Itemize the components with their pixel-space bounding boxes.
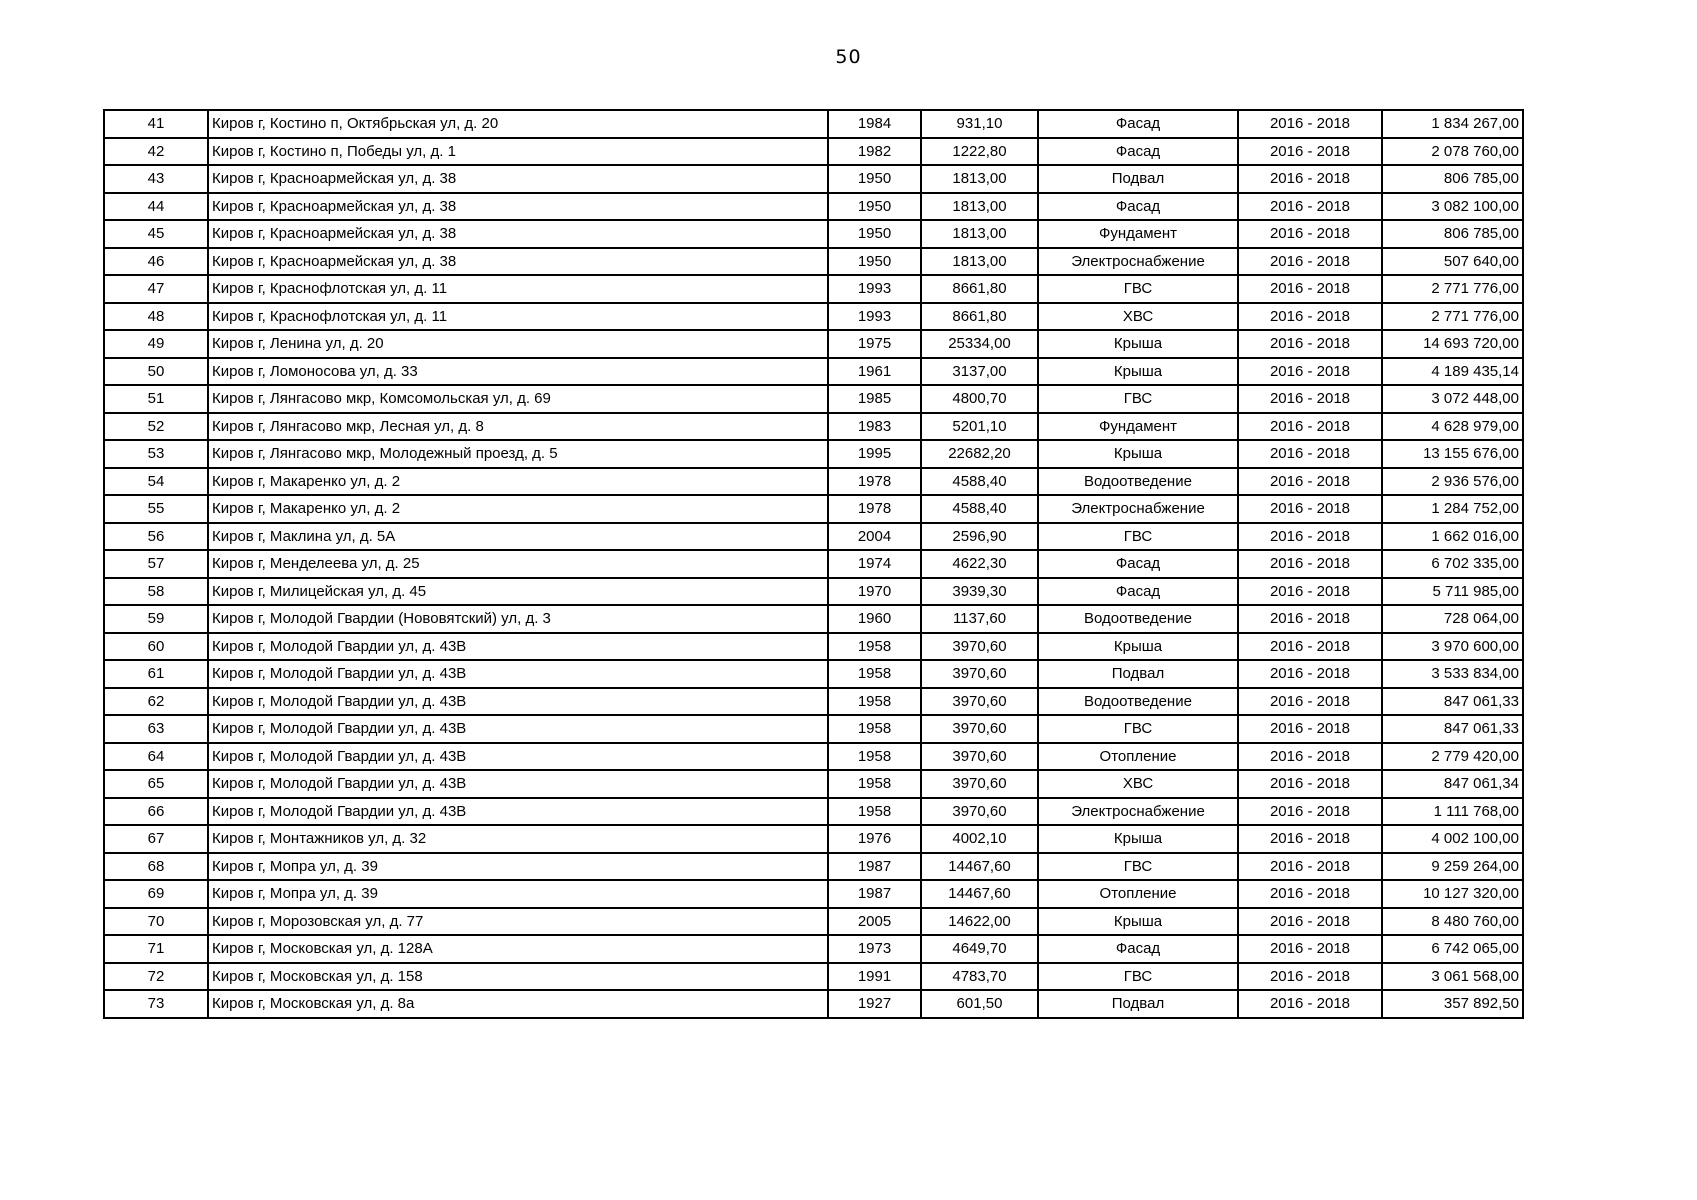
area-cell: 3970,60 — [921, 688, 1038, 716]
table-row — [104, 908, 1523, 936]
cost-cell: 10 127 320,00 — [1382, 880, 1523, 908]
address-cell: Киров г, Костино п, Октябрьская ул, д. 20 — [208, 110, 828, 138]
cost-cell: 14 693 720,00 — [1382, 330, 1523, 358]
area-cell: 1813,00 — [921, 248, 1038, 276]
table-row — [104, 385, 1523, 413]
cost-cell: 507 640,00 — [1382, 248, 1523, 276]
table-row — [104, 138, 1523, 166]
year-built-cell: 1958 — [828, 660, 921, 688]
address-cell: Киров г, Краснофлотская ул, д. 11 — [208, 303, 828, 331]
work-type-cell: Фундамент — [1038, 220, 1238, 248]
year-built-cell: 1958 — [828, 798, 921, 826]
work-type-cell: Водоотведение — [1038, 688, 1238, 716]
work-type-cell: Подвал — [1038, 165, 1238, 193]
year-built-cell: 1958 — [828, 770, 921, 798]
row-number-cell: 51 — [104, 385, 208, 413]
address-cell: Киров г, Красноармейская ул, д. 38 — [208, 193, 828, 221]
year-built-cell: 1978 — [828, 495, 921, 523]
work-type-cell: Подвал — [1038, 990, 1238, 1018]
table-row — [104, 688, 1523, 716]
address-cell: Киров г, Молодой Гвардии ул, д. 43В — [208, 770, 828, 798]
table-row — [104, 798, 1523, 826]
row-number-cell: 66 — [104, 798, 208, 826]
cost-cell: 1 662 016,00 — [1382, 523, 1523, 551]
row-number-cell: 50 — [104, 358, 208, 386]
row-number-cell: 43 — [104, 165, 208, 193]
row-number-cell: 52 — [104, 413, 208, 441]
work-type-cell: Отопление — [1038, 743, 1238, 771]
row-number-cell: 70 — [104, 908, 208, 936]
work-type-cell: ХВС — [1038, 303, 1238, 331]
work-type-cell: ГВС — [1038, 963, 1238, 991]
area-cell: 3970,60 — [921, 798, 1038, 826]
period-cell: 2016 - 2018 — [1238, 110, 1382, 138]
row-number-cell: 65 — [104, 770, 208, 798]
cost-cell: 3 970 600,00 — [1382, 633, 1523, 661]
table-row — [104, 358, 1523, 386]
year-built-cell: 1950 — [828, 220, 921, 248]
year-built-cell: 1982 — [828, 138, 921, 166]
address-cell: Киров г, Макаренко ул, д. 2 — [208, 468, 828, 496]
work-type-cell: ГВС — [1038, 275, 1238, 303]
work-type-cell: Фасад — [1038, 138, 1238, 166]
address-cell: Киров г, Московская ул, д. 8а — [208, 990, 828, 1018]
area-cell: 3970,60 — [921, 715, 1038, 743]
row-number-cell: 55 — [104, 495, 208, 523]
year-built-cell: 1978 — [828, 468, 921, 496]
cost-cell: 3 082 100,00 — [1382, 193, 1523, 221]
row-number-cell: 47 — [104, 275, 208, 303]
table-row — [104, 743, 1523, 771]
address-cell: Киров г, Монтажников ул, д. 32 — [208, 825, 828, 853]
row-number-cell: 58 — [104, 578, 208, 606]
area-cell: 601,50 — [921, 990, 1038, 1018]
period-cell: 2016 - 2018 — [1238, 853, 1382, 881]
area-cell: 4002,10 — [921, 825, 1038, 853]
address-cell: Киров г, Московская ул, д. 158 — [208, 963, 828, 991]
row-number-cell: 71 — [104, 935, 208, 963]
row-number-cell: 68 — [104, 853, 208, 881]
year-built-cell: 1985 — [828, 385, 921, 413]
period-cell: 2016 - 2018 — [1238, 633, 1382, 661]
year-built-cell: 1950 — [828, 248, 921, 276]
period-cell: 2016 - 2018 — [1238, 715, 1382, 743]
period-cell: 2016 - 2018 — [1238, 825, 1382, 853]
work-type-cell: Подвал — [1038, 660, 1238, 688]
table-row — [104, 990, 1523, 1018]
area-cell: 3970,60 — [921, 770, 1038, 798]
cost-cell: 6 742 065,00 — [1382, 935, 1523, 963]
cost-cell: 3 072 448,00 — [1382, 385, 1523, 413]
work-type-cell: Крыша — [1038, 358, 1238, 386]
cost-cell: 1 834 267,00 — [1382, 110, 1523, 138]
period-cell: 2016 - 2018 — [1238, 193, 1382, 221]
row-number-cell: 73 — [104, 990, 208, 1018]
area-cell: 2596,90 — [921, 523, 1038, 551]
work-type-cell: Электроснабжение — [1038, 495, 1238, 523]
area-cell: 3970,60 — [921, 660, 1038, 688]
area-cell: 931,10 — [921, 110, 1038, 138]
table-row — [104, 935, 1523, 963]
work-type-cell: Фасад — [1038, 578, 1238, 606]
table-row — [104, 715, 1523, 743]
address-cell: Киров г, Милицейская ул, д. 45 — [208, 578, 828, 606]
address-cell: Киров г, Красноармейская ул, д. 38 — [208, 165, 828, 193]
period-cell: 2016 - 2018 — [1238, 248, 1382, 276]
table-row — [104, 825, 1523, 853]
area-cell: 3970,60 — [921, 743, 1038, 771]
cost-cell: 847 061,33 — [1382, 715, 1523, 743]
cost-cell: 13 155 676,00 — [1382, 440, 1523, 468]
period-cell: 2016 - 2018 — [1238, 935, 1382, 963]
table-row — [104, 468, 1523, 496]
row-number-cell: 46 — [104, 248, 208, 276]
work-type-cell: Отопление — [1038, 880, 1238, 908]
year-built-cell: 2005 — [828, 908, 921, 936]
table-row — [104, 660, 1523, 688]
cost-cell: 806 785,00 — [1382, 220, 1523, 248]
row-number-cell: 61 — [104, 660, 208, 688]
table-row — [104, 770, 1523, 798]
row-number-cell: 63 — [104, 715, 208, 743]
year-built-cell: 1975 — [828, 330, 921, 358]
cost-cell: 4 628 979,00 — [1382, 413, 1523, 441]
address-cell: Киров г, Мопра ул, д. 39 — [208, 853, 828, 881]
address-cell: Киров г, Маклина ул, д. 5А — [208, 523, 828, 551]
address-cell: Киров г, Красноармейская ул, д. 38 — [208, 248, 828, 276]
area-cell: 8661,80 — [921, 303, 1038, 331]
cost-cell: 2 771 776,00 — [1382, 275, 1523, 303]
table-row — [104, 633, 1523, 661]
area-cell: 14622,00 — [921, 908, 1038, 936]
address-cell: Киров г, Молодой Гвардии ул, д. 43В — [208, 715, 828, 743]
address-cell: Киров г, Ленина ул, д. 20 — [208, 330, 828, 358]
row-number-cell: 42 — [104, 138, 208, 166]
area-cell: 14467,60 — [921, 880, 1038, 908]
year-built-cell: 1950 — [828, 193, 921, 221]
area-cell: 1813,00 — [921, 220, 1038, 248]
period-cell: 2016 - 2018 — [1238, 385, 1382, 413]
work-type-cell: ГВС — [1038, 715, 1238, 743]
address-cell: Киров г, Молодой Гвардии ул, д. 43В — [208, 798, 828, 826]
year-built-cell: 1958 — [828, 715, 921, 743]
area-cell: 4649,70 — [921, 935, 1038, 963]
work-type-cell: Крыша — [1038, 633, 1238, 661]
address-cell: Киров г, Молодой Гвардии ул, д. 43В — [208, 743, 828, 771]
work-type-cell: ГВС — [1038, 523, 1238, 551]
work-type-cell: Крыша — [1038, 825, 1238, 853]
address-cell: Киров г, Московская ул, д. 128А — [208, 935, 828, 963]
work-type-cell: Водоотведение — [1038, 468, 1238, 496]
year-built-cell: 1927 — [828, 990, 921, 1018]
year-built-cell: 1958 — [828, 633, 921, 661]
area-cell: 4622,30 — [921, 550, 1038, 578]
area-cell: 25334,00 — [921, 330, 1038, 358]
cost-cell: 6 702 335,00 — [1382, 550, 1523, 578]
table-row — [104, 440, 1523, 468]
period-cell: 2016 - 2018 — [1238, 660, 1382, 688]
row-number-cell: 72 — [104, 963, 208, 991]
table-row — [104, 275, 1523, 303]
table-row — [104, 523, 1523, 551]
period-cell: 2016 - 2018 — [1238, 468, 1382, 496]
work-type-cell: Фасад — [1038, 550, 1238, 578]
address-cell: Киров г, Красноармейская ул, д. 38 — [208, 220, 828, 248]
year-built-cell: 1983 — [828, 413, 921, 441]
area-cell: 3939,30 — [921, 578, 1038, 606]
table-row — [104, 193, 1523, 221]
year-built-cell: 1950 — [828, 165, 921, 193]
area-cell: 14467,60 — [921, 853, 1038, 881]
row-number-cell: 69 — [104, 880, 208, 908]
work-type-cell: Крыша — [1038, 440, 1238, 468]
cost-cell: 3 533 834,00 — [1382, 660, 1523, 688]
cost-cell: 1 111 768,00 — [1382, 798, 1523, 826]
period-cell: 2016 - 2018 — [1238, 550, 1382, 578]
row-number-cell: 60 — [104, 633, 208, 661]
work-type-cell: Фасад — [1038, 935, 1238, 963]
year-built-cell: 1991 — [828, 963, 921, 991]
row-number-cell: 48 — [104, 303, 208, 331]
cost-cell: 2 779 420,00 — [1382, 743, 1523, 771]
repair-program-table — [103, 109, 1524, 1019]
row-number-cell: 41 — [104, 110, 208, 138]
address-cell: Киров г, Краснофлотская ул, д. 11 — [208, 275, 828, 303]
cost-cell: 847 061,33 — [1382, 688, 1523, 716]
work-type-cell: ГВС — [1038, 385, 1238, 413]
period-cell: 2016 - 2018 — [1238, 275, 1382, 303]
work-type-cell: Водоотведение — [1038, 605, 1238, 633]
period-cell: 2016 - 2018 — [1238, 358, 1382, 386]
work-type-cell: ХВС — [1038, 770, 1238, 798]
address-cell: Киров г, Лянгасово мкр, Молодежный проезд, д. 5 — [208, 440, 828, 468]
area-cell: 8661,80 — [921, 275, 1038, 303]
period-cell: 2016 - 2018 — [1238, 963, 1382, 991]
period-cell: 2016 - 2018 — [1238, 523, 1382, 551]
cost-cell: 806 785,00 — [1382, 165, 1523, 193]
row-number-cell: 67 — [104, 825, 208, 853]
table-row — [104, 550, 1523, 578]
period-cell: 2016 - 2018 — [1238, 220, 1382, 248]
work-type-cell: Электроснабжение — [1038, 798, 1238, 826]
period-cell: 2016 - 2018 — [1238, 605, 1382, 633]
area-cell: 3137,00 — [921, 358, 1038, 386]
row-number-cell: 64 — [104, 743, 208, 771]
table-row — [104, 165, 1523, 193]
year-built-cell: 1970 — [828, 578, 921, 606]
row-number-cell: 56 — [104, 523, 208, 551]
year-built-cell: 1960 — [828, 605, 921, 633]
area-cell: 4800,70 — [921, 385, 1038, 413]
row-number-cell: 49 — [104, 330, 208, 358]
year-built-cell: 1995 — [828, 440, 921, 468]
cost-cell: 4 002 100,00 — [1382, 825, 1523, 853]
cost-cell: 8 480 760,00 — [1382, 908, 1523, 936]
work-type-cell: Фасад — [1038, 110, 1238, 138]
year-built-cell: 1974 — [828, 550, 921, 578]
table-row — [104, 853, 1523, 881]
period-cell: 2016 - 2018 — [1238, 688, 1382, 716]
area-cell: 1813,00 — [921, 193, 1038, 221]
work-type-cell: Крыша — [1038, 908, 1238, 936]
year-built-cell: 1984 — [828, 110, 921, 138]
work-type-cell: ГВС — [1038, 853, 1238, 881]
address-cell: Киров г, Молодой Гвардии ул, д. 43В — [208, 633, 828, 661]
cost-cell: 847 061,34 — [1382, 770, 1523, 798]
period-cell: 2016 - 2018 — [1238, 138, 1382, 166]
area-cell: 5201,10 — [921, 413, 1038, 441]
address-cell: Киров г, Костино п, Победы ул, д. 1 — [208, 138, 828, 166]
table-row — [104, 963, 1523, 991]
cost-cell: 2 936 576,00 — [1382, 468, 1523, 496]
address-cell: Киров г, Макаренко ул, д. 2 — [208, 495, 828, 523]
period-cell: 2016 - 2018 — [1238, 990, 1382, 1018]
period-cell: 2016 - 2018 — [1238, 798, 1382, 826]
work-type-cell: Фасад — [1038, 193, 1238, 221]
work-type-cell: Электроснабжение — [1038, 248, 1238, 276]
table-row — [104, 248, 1523, 276]
table-row — [104, 880, 1523, 908]
area-cell: 1813,00 — [921, 165, 1038, 193]
row-number-cell: 54 — [104, 468, 208, 496]
area-cell: 4783,70 — [921, 963, 1038, 991]
work-type-cell: Крыша — [1038, 330, 1238, 358]
cost-cell: 4 189 435,14 — [1382, 358, 1523, 386]
cost-cell: 5 711 985,00 — [1382, 578, 1523, 606]
year-built-cell: 1993 — [828, 275, 921, 303]
address-cell: Киров г, Молодой Гвардии (Нововятский) ул, д. 3 — [208, 605, 828, 633]
table-row — [104, 413, 1523, 441]
year-built-cell: 1973 — [828, 935, 921, 963]
table-row — [104, 495, 1523, 523]
year-built-cell: 1987 — [828, 853, 921, 881]
period-cell: 2016 - 2018 — [1238, 413, 1382, 441]
year-built-cell: 1958 — [828, 688, 921, 716]
cost-cell: 9 259 264,00 — [1382, 853, 1523, 881]
year-built-cell: 1993 — [828, 303, 921, 331]
period-cell: 2016 - 2018 — [1238, 440, 1382, 468]
period-cell: 2016 - 2018 — [1238, 165, 1382, 193]
period-cell: 2016 - 2018 — [1238, 303, 1382, 331]
table-row — [104, 330, 1523, 358]
table-row — [104, 303, 1523, 331]
row-number-cell: 44 — [104, 193, 208, 221]
row-number-cell: 62 — [104, 688, 208, 716]
area-cell: 3970,60 — [921, 633, 1038, 661]
year-built-cell: 1961 — [828, 358, 921, 386]
row-number-cell: 59 — [104, 605, 208, 633]
address-cell: Киров г, Менделеева ул, д. 25 — [208, 550, 828, 578]
address-cell: Киров г, Лянгасово мкр, Комсомольская ул, д. 69 — [208, 385, 828, 413]
period-cell: 2016 - 2018 — [1238, 880, 1382, 908]
area-cell: 1222,80 — [921, 138, 1038, 166]
period-cell: 2016 - 2018 — [1238, 743, 1382, 771]
period-cell: 2016 - 2018 — [1238, 495, 1382, 523]
table-row — [104, 605, 1523, 633]
row-number-cell: 57 — [104, 550, 208, 578]
address-cell: Киров г, Ломоносова ул, д. 33 — [208, 358, 828, 386]
year-built-cell: 2004 — [828, 523, 921, 551]
period-cell: 2016 - 2018 — [1238, 908, 1382, 936]
table-body — [104, 110, 1523, 1018]
table-row — [104, 578, 1523, 606]
area-cell: 4588,40 — [921, 495, 1038, 523]
cost-cell: 2 771 776,00 — [1382, 303, 1523, 331]
address-cell: Киров г, Лянгасово мкр, Лесная ул, д. 8 — [208, 413, 828, 441]
cost-cell: 357 892,50 — [1382, 990, 1523, 1018]
period-cell: 2016 - 2018 — [1238, 330, 1382, 358]
year-built-cell: 1958 — [828, 743, 921, 771]
cost-cell: 728 064,00 — [1382, 605, 1523, 633]
work-type-cell: Фундамент — [1038, 413, 1238, 441]
area-cell: 22682,20 — [921, 440, 1038, 468]
table-row — [104, 110, 1523, 138]
address-cell: Киров г, Молодой Гвардии ул, д. 43В — [208, 660, 828, 688]
area-cell: 4588,40 — [921, 468, 1038, 496]
address-cell: Киров г, Мопра ул, д. 39 — [208, 880, 828, 908]
year-built-cell: 1987 — [828, 880, 921, 908]
table-row — [104, 220, 1523, 248]
period-cell: 2016 - 2018 — [1238, 578, 1382, 606]
period-cell: 2016 - 2018 — [1238, 770, 1382, 798]
cost-cell: 2 078 760,00 — [1382, 138, 1523, 166]
page-number: 50 — [835, 46, 862, 68]
cost-cell: 1 284 752,00 — [1382, 495, 1523, 523]
address-cell: Киров г, Морозовская ул, д. 77 — [208, 908, 828, 936]
address-cell: Киров г, Молодой Гвардии ул, д. 43В — [208, 688, 828, 716]
area-cell: 1137,60 — [921, 605, 1038, 633]
cost-cell: 3 061 568,00 — [1382, 963, 1523, 991]
year-built-cell: 1976 — [828, 825, 921, 853]
row-number-cell: 45 — [104, 220, 208, 248]
row-number-cell: 53 — [104, 440, 208, 468]
